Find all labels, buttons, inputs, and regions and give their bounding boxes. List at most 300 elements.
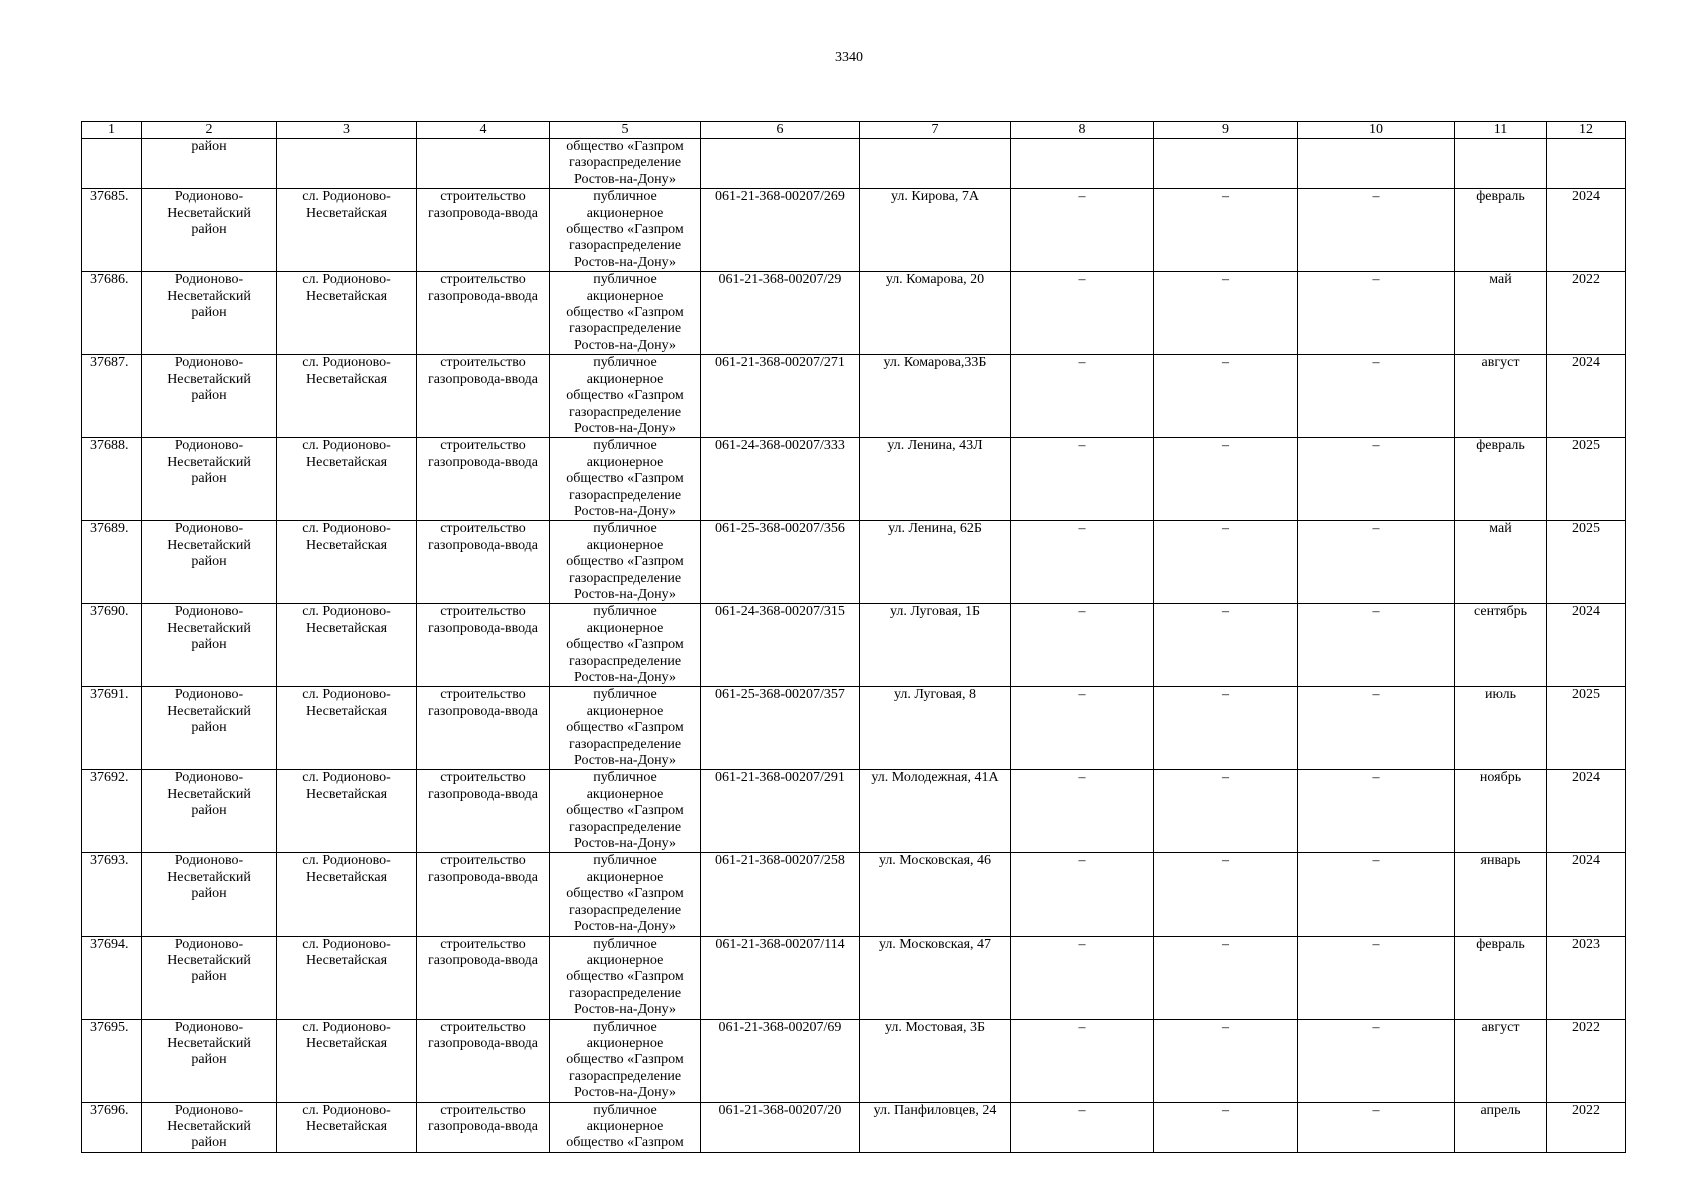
cell-col-8: –	[1011, 687, 1154, 770]
cell-line: общество «Газпром	[566, 554, 684, 570]
cell-organization	[550, 438, 701, 521]
cell-col-9: –	[1154, 438, 1298, 521]
cell-work	[417, 853, 550, 936]
cell-col-8: –	[1011, 355, 1154, 438]
cell-address: ул. Молодежная, 41А	[860, 770, 1011, 853]
table-row	[82, 189, 1626, 272]
cell-address: ул. Кирова, 7А	[860, 189, 1011, 272]
cell-line: район	[191, 720, 227, 736]
cell-line: газопровода-ввода	[427, 703, 539, 719]
column-number-header: 8	[1011, 122, 1154, 139]
cell-line: публичное	[593, 853, 657, 869]
cell-col-9: –	[1154, 1102, 1298, 1152]
cell-code: 061-21-368-00207/29	[701, 272, 860, 355]
cell-district	[142, 272, 277, 355]
cell-line: сл. Родионово-	[302, 1102, 391, 1118]
cell-line: Несветайский	[167, 288, 251, 304]
cell-work	[417, 189, 550, 272]
cell-line: публичное	[593, 1019, 657, 1035]
cell-col-10	[1298, 139, 1455, 189]
cell-line: район	[191, 803, 227, 819]
cell-line: газораспределение	[568, 1068, 682, 1084]
cell-line: общество «Газпром	[566, 471, 684, 487]
cell-line: газораспределение	[568, 736, 682, 752]
cell-address: ул. Ленина, 62Б	[860, 521, 1011, 604]
cell-line: район	[191, 554, 227, 570]
cell-line: Несветайский	[167, 869, 251, 885]
cell-district	[142, 1019, 277, 1102]
cell-work	[417, 438, 550, 521]
cell-month: февраль	[1455, 936, 1547, 1019]
cell-num: 37692.	[82, 770, 142, 853]
cell-line: строительство	[440, 521, 526, 537]
cell-col-10: –	[1298, 1102, 1455, 1152]
cell-line: сл. Родионово-	[302, 1019, 391, 1035]
cell-line: газораспределение	[568, 155, 682, 171]
cell-code: 061-21-368-00207/291	[701, 770, 860, 853]
cell-line: строительство	[440, 1019, 526, 1035]
cell-locality	[277, 770, 417, 853]
cell-locality	[277, 189, 417, 272]
cell-line: Несветайская	[305, 786, 388, 802]
cell-locality	[277, 1102, 417, 1152]
cell-line: газораспределение	[568, 321, 682, 337]
cell-line: газопровода-ввода	[427, 869, 539, 885]
cell-col-9	[1154, 139, 1298, 189]
cell-year: 2024	[1547, 604, 1626, 687]
cell-line: акционерное	[586, 288, 664, 304]
cell-col-9: –	[1154, 853, 1298, 936]
cell-district	[142, 355, 277, 438]
cell-col-10: –	[1298, 770, 1455, 853]
cell-line: газопровода-ввода	[427, 952, 539, 968]
cell-code: 061-25-368-00207/357	[701, 687, 860, 770]
column-number-header: 10	[1298, 122, 1455, 139]
cell-line: акционерное	[586, 371, 664, 387]
cell-work	[417, 770, 550, 853]
column-number-header: 7	[860, 122, 1011, 139]
cell-line: Родионово-	[174, 521, 244, 537]
registry-table	[81, 121, 1626, 1153]
cell-month	[1455, 139, 1547, 189]
cell-line: сл. Родионово-	[302, 770, 391, 786]
cell-year: 2024	[1547, 355, 1626, 438]
column-number-header: 2	[142, 122, 277, 139]
cell-line: сл. Родионово-	[302, 272, 391, 288]
cell-col-8	[1011, 139, 1154, 189]
cell-line: газопровода-ввода	[427, 288, 539, 304]
cell-num: 37687.	[82, 355, 142, 438]
cell-line: газопровода-ввода	[427, 537, 539, 553]
cell-work	[417, 139, 550, 189]
cell-line: строительство	[440, 687, 526, 703]
cell-line: публичное	[593, 355, 657, 371]
cell-line: публичное	[593, 687, 657, 703]
cell-address: ул. Комарова,33Б	[860, 355, 1011, 438]
cell-line: общество «Газпром	[566, 969, 684, 985]
cell-district	[142, 853, 277, 936]
cell-col-8: –	[1011, 1102, 1154, 1152]
cell-work	[417, 936, 550, 1019]
cell-line: Ростов-на-Дону»	[574, 670, 676, 685]
cell-num: 37694.	[82, 936, 142, 1019]
cell-work	[417, 521, 550, 604]
cell-organization	[550, 604, 701, 687]
cell-line: акционерное	[586, 454, 664, 470]
table-row	[82, 438, 1626, 521]
cell-work	[417, 355, 550, 438]
cell-locality	[277, 139, 417, 189]
cell-locality	[277, 853, 417, 936]
cell-organization	[550, 272, 701, 355]
cell-line: Несветайская	[305, 869, 388, 885]
cell-year: 2024	[1547, 853, 1626, 936]
cell-locality	[277, 936, 417, 1019]
table-row	[82, 1102, 1626, 1152]
cell-address: ул. Московская, 46	[860, 853, 1011, 936]
cell-line: публичное	[593, 521, 657, 537]
cell-col-10: –	[1298, 687, 1455, 770]
cell-line: Несветайский	[167, 454, 251, 470]
cell-num: 37688.	[82, 438, 142, 521]
cell-locality	[277, 355, 417, 438]
cell-line: Несветайская	[305, 454, 388, 470]
cell-col-9: –	[1154, 1019, 1298, 1102]
cell-line: акционерное	[586, 537, 664, 553]
column-number-header: 9	[1154, 122, 1298, 139]
cell-code: 061-25-368-00207/356	[701, 521, 860, 604]
cell-line: общество «Газпром	[566, 305, 684, 321]
cell-line: акционерное	[586, 869, 664, 885]
cell-line: газораспределение	[568, 653, 682, 669]
cell-month: сентябрь	[1455, 604, 1547, 687]
cell-line: район	[191, 637, 227, 653]
cell-line: район	[191, 305, 227, 321]
cell-year: 2022	[1547, 272, 1626, 355]
cell-line: сл. Родионово-	[302, 687, 391, 703]
cell-line: газопровода-ввода	[427, 786, 539, 802]
cell-line: общество «Газпром	[566, 637, 684, 653]
cell-line: газопровода-ввода	[427, 620, 539, 636]
cell-organization	[550, 355, 701, 438]
cell-address: ул. Луговая, 1Б	[860, 604, 1011, 687]
cell-line: акционерное	[586, 1035, 664, 1051]
cell-code: 061-21-368-00207/114	[701, 936, 860, 1019]
cell-line: Несветайская	[305, 1035, 388, 1051]
cell-district	[142, 521, 277, 604]
cell-year: 2024	[1547, 770, 1626, 853]
cell-line: строительство	[440, 604, 526, 620]
cell-code: 061-21-368-00207/269	[701, 189, 860, 272]
cell-col-8: –	[1011, 770, 1154, 853]
cell-month: июль	[1455, 687, 1547, 770]
cell-line: Ростов-на-Дону»	[574, 586, 676, 602]
cell-line: строительство	[440, 272, 526, 288]
cell-month: ноябрь	[1455, 770, 1547, 853]
cell-line: Ростов-на-Дону»	[574, 1002, 676, 1018]
cell-line: район	[191, 388, 227, 404]
cell-line: Несветайский	[167, 786, 251, 802]
cell-num: 37685.	[82, 189, 142, 272]
cell-line: строительство	[440, 355, 526, 371]
cell-line: строительство	[440, 936, 526, 952]
cell-address: ул. Панфиловцев, 24	[860, 1102, 1011, 1152]
cell-address: ул. Московская, 47	[860, 936, 1011, 1019]
cell-locality	[277, 1019, 417, 1102]
cell-year: 2025	[1547, 687, 1626, 770]
cell-organization	[550, 687, 701, 770]
cell-line: Несветайская	[305, 288, 388, 304]
cell-line: акционерное	[586, 620, 664, 636]
cell-line: сл. Родионово-	[302, 438, 391, 454]
table-row	[82, 687, 1626, 770]
cell-year: 2024	[1547, 189, 1626, 272]
cell-line: публичное	[593, 272, 657, 288]
cell-line: район	[191, 139, 227, 154]
cell-line: строительство	[440, 1102, 526, 1118]
cell-line: Ростов-на-Дону»	[574, 254, 676, 270]
cell-col-9: –	[1154, 687, 1298, 770]
cell-line: публичное	[593, 604, 657, 620]
cell-line: Родионово-	[174, 272, 244, 288]
cell-line: публичное	[593, 189, 657, 205]
cell-line: район	[191, 1052, 227, 1068]
cell-line: газопровода-ввода	[427, 371, 539, 387]
cell-col-8: –	[1011, 853, 1154, 936]
cell-district	[142, 1102, 277, 1152]
cell-code: 061-21-368-00207/69	[701, 1019, 860, 1102]
cell-address: ул. Комарова, 20	[860, 272, 1011, 355]
cell-line: Родионово-	[174, 770, 244, 786]
column-number-header: 6	[701, 122, 860, 139]
column-number-header: 11	[1455, 122, 1547, 139]
cell-line: Родионово-	[174, 1102, 244, 1118]
cell-line: публичное	[593, 770, 657, 786]
cell-line: Родионово-	[174, 687, 244, 703]
cell-col-10: –	[1298, 521, 1455, 604]
cell-address	[860, 139, 1011, 189]
cell-work	[417, 1102, 550, 1152]
cell-line: акционерное	[586, 703, 664, 719]
cell-organization	[550, 1102, 701, 1152]
cell-line: газопровода-ввода	[427, 1118, 539, 1134]
cell-line: общество «Газпром	[566, 1135, 684, 1151]
cell-col-9: –	[1154, 355, 1298, 438]
cell-line: Несветайский	[167, 371, 251, 387]
cell-month: апрель	[1455, 1102, 1547, 1152]
cell-num: 37695.	[82, 1019, 142, 1102]
cell-month: февраль	[1455, 189, 1547, 272]
cell-district	[142, 936, 277, 1019]
cell-month: май	[1455, 521, 1547, 604]
cell-line: Родионово-	[174, 355, 244, 371]
cell-code	[701, 139, 860, 189]
cell-line: Несветайский	[167, 703, 251, 719]
cell-year	[1547, 139, 1626, 189]
cell-line: сл. Родионово-	[302, 604, 391, 620]
cell-line: газораспределение	[568, 570, 682, 586]
cell-col-8: –	[1011, 438, 1154, 521]
cell-locality	[277, 272, 417, 355]
cell-line: Родионово-	[174, 438, 244, 454]
cell-line: общество «Газпром	[566, 388, 684, 404]
cell-col-9: –	[1154, 521, 1298, 604]
cell-year: 2022	[1547, 1102, 1626, 1152]
cell-month: май	[1455, 272, 1547, 355]
cell-code: 061-21-368-00207/20	[701, 1102, 860, 1152]
cell-line: район	[191, 1135, 227, 1151]
table-row	[82, 521, 1626, 604]
cell-col-9: –	[1154, 604, 1298, 687]
table-row	[82, 936, 1626, 1019]
cell-month: январь	[1455, 853, 1547, 936]
cell-year: 2025	[1547, 521, 1626, 604]
cell-line: общество «Газпром	[566, 1052, 684, 1068]
cell-line: Несветайская	[305, 205, 388, 221]
cell-line: Несветайский	[167, 1118, 251, 1134]
column-number-header: 4	[417, 122, 550, 139]
cell-line: акционерное	[586, 1118, 664, 1134]
cell-col-9: –	[1154, 189, 1298, 272]
cell-line: газопровода-ввода	[427, 1035, 539, 1051]
cell-line: Ростов-на-Дону»	[574, 1085, 676, 1101]
cell-col-10: –	[1298, 189, 1455, 272]
cell-address: ул. Луговая, 8	[860, 687, 1011, 770]
cell-year: 2025	[1547, 438, 1626, 521]
cell-district	[142, 139, 277, 189]
cell-num: 37691.	[82, 687, 142, 770]
cell-line: Родионово-	[174, 853, 244, 869]
cell-organization	[550, 1019, 701, 1102]
cell-line: Ростов-на-Дону»	[574, 836, 676, 852]
cell-line: газораспределение	[568, 238, 682, 254]
cell-line: газораспределение	[568, 404, 682, 420]
cell-line: газораспределение	[568, 985, 682, 1001]
table-row	[82, 853, 1626, 936]
cell-col-8: –	[1011, 604, 1154, 687]
cell-line: сл. Родионово-	[302, 355, 391, 371]
page-number: 3340	[835, 50, 863, 65]
cell-line: публичное	[593, 1102, 657, 1118]
cell-locality	[277, 521, 417, 604]
cell-organization	[550, 521, 701, 604]
cell-line: общество «Газпром	[566, 139, 684, 154]
cell-line: общество «Газпром	[566, 886, 684, 902]
cell-num: 37693.	[82, 853, 142, 936]
cell-code: 061-24-368-00207/333	[701, 438, 860, 521]
cell-address: ул. Мостовая, 3Б	[860, 1019, 1011, 1102]
cell-line: Ростов-на-Дону»	[574, 337, 676, 353]
cell-line: сл. Родионово-	[302, 189, 391, 205]
cell-year: 2023	[1547, 936, 1626, 1019]
table-row	[82, 355, 1626, 438]
cell-line: район	[191, 886, 227, 902]
cell-line: район	[191, 222, 227, 238]
cell-line: строительство	[440, 853, 526, 869]
cell-col-10: –	[1298, 355, 1455, 438]
cell-line: строительство	[440, 770, 526, 786]
column-number-header: 12	[1547, 122, 1626, 139]
cell-line: Несветайский	[167, 205, 251, 221]
cell-work	[417, 272, 550, 355]
cell-line: Несветайская	[305, 371, 388, 387]
cell-line: строительство	[440, 438, 526, 454]
cell-line: Ростов-на-Дону»	[574, 753, 676, 769]
cell-district	[142, 189, 277, 272]
continuation-row	[82, 139, 1626, 189]
cell-organization	[550, 936, 701, 1019]
cell-organization	[550, 770, 701, 853]
cell-num: 37686.	[82, 272, 142, 355]
cell-district	[142, 604, 277, 687]
cell-col-9: –	[1154, 272, 1298, 355]
column-number-header: 3	[277, 122, 417, 139]
cell-line: общество «Газпром	[566, 803, 684, 819]
cell-line: Несветайская	[305, 537, 388, 553]
cell-line: акционерное	[586, 786, 664, 802]
cell-line: Несветайский	[167, 620, 251, 636]
table-row	[82, 604, 1626, 687]
cell-line: публичное	[593, 438, 657, 454]
cell-district	[142, 770, 277, 853]
cell-num	[82, 139, 142, 189]
cell-organization	[550, 189, 701, 272]
cell-month: август	[1455, 1019, 1547, 1102]
cell-line: Несветайский	[167, 537, 251, 553]
cell-code: 061-21-368-00207/271	[701, 355, 860, 438]
cell-line: Родионово-	[174, 1019, 244, 1035]
cell-code: 061-21-368-00207/258	[701, 853, 860, 936]
cell-line: акционерное	[586, 205, 664, 221]
cell-line: сл. Родионово-	[302, 936, 391, 952]
cell-year: 2022	[1547, 1019, 1626, 1102]
cell-line: Несветайский	[167, 952, 251, 968]
cell-line: газопровода-ввода	[427, 205, 539, 221]
column-number-row	[82, 122, 1626, 139]
cell-line: Ростов-на-Дону»	[574, 171, 676, 187]
cell-district	[142, 438, 277, 521]
cell-work	[417, 604, 550, 687]
cell-num: 37689.	[82, 521, 142, 604]
cell-line: сл. Родионово-	[302, 853, 391, 869]
cell-line: газораспределение	[568, 487, 682, 503]
cell-num: 37696.	[82, 1102, 142, 1152]
cell-month: февраль	[1455, 438, 1547, 521]
cell-col-10: –	[1298, 936, 1455, 1019]
cell-locality	[277, 687, 417, 770]
table-row	[82, 770, 1626, 853]
cell-col-8: –	[1011, 189, 1154, 272]
cell-line: Родионово-	[174, 604, 244, 620]
cell-line: Несветайская	[305, 620, 388, 636]
table-row	[82, 272, 1626, 355]
cell-organization	[550, 853, 701, 936]
cell-line: Несветайская	[305, 1118, 388, 1134]
cell-line: сл. Родионово-	[302, 521, 391, 537]
cell-line: Родионово-	[174, 189, 244, 205]
column-number-header: 1	[82, 122, 142, 139]
column-number-header: 5	[550, 122, 701, 139]
cell-line: газораспределение	[568, 819, 682, 835]
cell-month: август	[1455, 355, 1547, 438]
cell-locality	[277, 604, 417, 687]
cell-code: 061-24-368-00207/315	[701, 604, 860, 687]
cell-line: общество «Газпром	[566, 720, 684, 736]
cell-line: Ростов-на-Дону»	[574, 919, 676, 935]
cell-col-10: –	[1298, 272, 1455, 355]
cell-col-9: –	[1154, 936, 1298, 1019]
cell-work	[417, 687, 550, 770]
